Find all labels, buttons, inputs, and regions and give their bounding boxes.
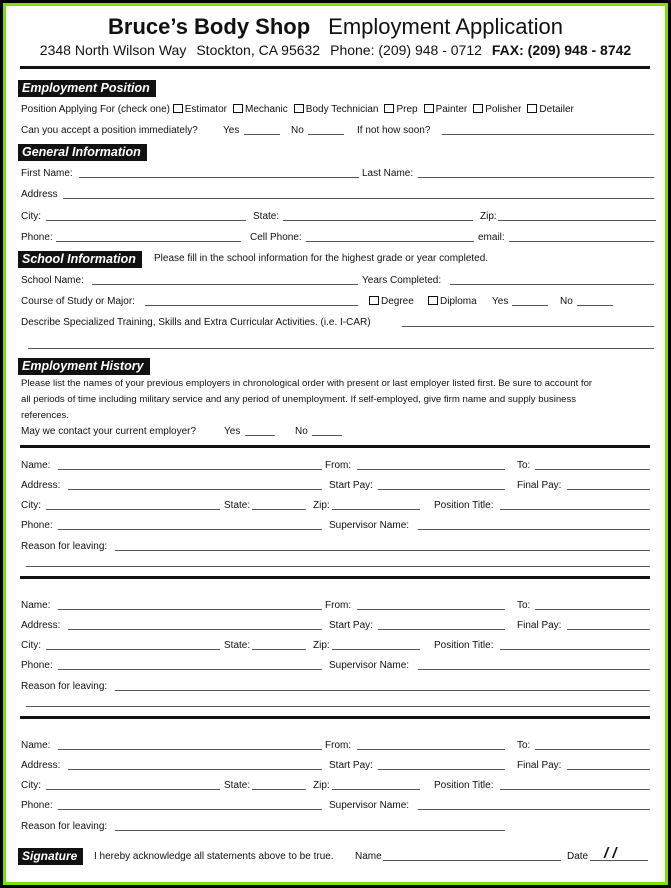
checkbox[interactable] — [473, 104, 483, 113]
section-employment-history: Employment History — [18, 358, 150, 375]
school-yes-field[interactable] — [512, 295, 548, 306]
reason-field-2[interactable] — [26, 696, 650, 707]
checkbox[interactable] — [424, 104, 434, 113]
school-name-label: School Name: — [21, 275, 84, 286]
how-soon-field[interactable] — [442, 124, 654, 135]
city-label: City: — [21, 640, 41, 651]
section-employment-position: Employment Position — [18, 80, 156, 97]
option-label: Mechanic — [244, 104, 288, 115]
to-label: To: — [517, 600, 531, 611]
state-label: State: — [253, 211, 280, 222]
zip-label: Zip: — [313, 780, 330, 791]
option-label: Polisher — [485, 104, 522, 115]
address-label: Address: — [21, 480, 61, 491]
school-name-field[interactable] — [92, 274, 358, 285]
school-no-label: No — [560, 296, 573, 307]
position-title-field[interactable] — [500, 779, 650, 790]
state-label: State: — [224, 780, 251, 791]
training-label: Describe Specialized Training, Skills and Extra Curricular Activities. (i.e. I-CAR) — [21, 317, 371, 328]
position-title-label: Position Title: — [434, 780, 494, 791]
last-name-field[interactable] — [418, 167, 654, 178]
state-field[interactable] — [252, 499, 306, 510]
date-label: Date — [567, 851, 589, 862]
checkbox[interactable] — [294, 104, 304, 113]
position-title-label: Position Title: — [434, 500, 494, 511]
degree-option[interactable] — [369, 296, 414, 308]
name-field[interactable] — [58, 599, 322, 610]
position-label: Position Applying For (check one) — [21, 104, 170, 115]
zip-label: Zip: — [313, 640, 330, 651]
first-name-field[interactable] — [79, 167, 359, 178]
email-label: email: — [478, 232, 505, 243]
city-field[interactable] — [46, 779, 220, 790]
contact-label: May we contact your current employer? — [21, 426, 197, 437]
final-pay-label: Final Pay: — [517, 760, 562, 771]
from-field[interactable] — [357, 739, 505, 750]
zip-field[interactable] — [332, 639, 420, 650]
zip-field[interactable] — [332, 779, 420, 790]
from-field[interactable] — [357, 459, 505, 470]
address-field[interactable] — [68, 479, 322, 490]
address-label: Address: — [21, 760, 61, 771]
contact-no-field[interactable] — [312, 425, 342, 436]
acknowledgement-text: I hereby acknowledge all statements above to be true. — [94, 851, 334, 862]
email-field[interactable] — [509, 231, 654, 242]
name-label: Name: — [21, 600, 51, 611]
training-field[interactable] — [402, 316, 654, 327]
from-field[interactable] — [357, 599, 505, 610]
phone-label: Phone: — [21, 800, 53, 811]
form-title: Employment Application — [328, 14, 563, 39]
phone-field[interactable] — [56, 231, 241, 242]
state-label: State: — [224, 500, 251, 511]
supervisor-field[interactable] — [418, 659, 650, 670]
name-field[interactable] — [58, 739, 322, 750]
checkbox[interactable] — [233, 104, 243, 113]
how-soon-label: If not how soon? — [357, 125, 431, 136]
divider — [20, 576, 650, 579]
position-row — [21, 104, 580, 116]
to-field[interactable] — [535, 599, 650, 610]
degree-label: Degree — [381, 296, 414, 307]
diploma-label: Diploma — [440, 296, 477, 307]
reason-label: Reason for leaving: — [21, 821, 108, 832]
contact-no-label: No — [295, 426, 308, 437]
phone-field[interactable] — [58, 799, 322, 810]
from-label: From: — [325, 600, 352, 611]
name-field[interactable] — [58, 459, 322, 470]
accept-no-label: No — [291, 125, 304, 136]
date-separators: / / — [604, 845, 617, 862]
accept-yes-label: Yes — [223, 125, 240, 136]
city-field[interactable] — [46, 210, 246, 221]
position-option-detailer[interactable] — [527, 104, 573, 115]
phone-label: Phone: — [21, 520, 53, 531]
supervisor-label: Supervisor Name: — [329, 660, 410, 671]
option-label: Detailer — [539, 104, 574, 115]
diploma-option[interactable] — [428, 296, 477, 308]
to-label: To: — [517, 460, 531, 471]
years-completed-field[interactable] — [450, 274, 654, 285]
history-instructions-1: Please list the names of your previous employers in chronological order with present or last employer listed first. Be sure to account for — [21, 378, 593, 389]
street: 2348 North Wilson Way — [39, 42, 187, 58]
name-label: Name: — [21, 460, 51, 471]
reason-field[interactable] — [115, 680, 650, 691]
final-pay-label: Final Pay: — [517, 620, 562, 631]
school-note: Please fill in the school information for the highest grade or year completed. — [154, 253, 489, 264]
city-field[interactable] — [46, 639, 220, 650]
zip-field[interactable] — [498, 210, 656, 221]
first-name-label: First Name: — [21, 168, 73, 179]
address-field[interactable] — [68, 759, 322, 770]
signature-name-label: Name — [355, 851, 382, 862]
reason-label: Reason for leaving: — [21, 541, 108, 552]
name-label: Name: — [21, 740, 51, 751]
position-title-field[interactable] — [500, 499, 650, 510]
section-school-information: School Information — [18, 251, 142, 268]
supervisor-field[interactable] — [418, 519, 650, 530]
fax: FAX: (209) 948 - 8742 — [491, 42, 632, 58]
diploma-checkbox[interactable] — [428, 296, 438, 305]
section-general-information: General Information — [18, 144, 147, 161]
state-field[interactable] — [252, 639, 306, 650]
company-address — [0, 42, 671, 58]
history-instructions-2: all periods of time including military service and any period of unemployment. If self-employed, give firm name and supply business — [21, 394, 577, 405]
phone-field[interactable] — [58, 519, 322, 530]
phone: Phone: (209) 948 - 0712 — [330, 42, 482, 58]
start-pay-label: Start Pay: — [329, 760, 373, 771]
zip-label: Zip: — [313, 500, 330, 511]
supervisor-label: Supervisor Name: — [329, 520, 410, 531]
start-pay-label: Start Pay: — [329, 620, 373, 631]
start-pay-field[interactable] — [378, 479, 505, 490]
position-option-polisher[interactable] — [473, 104, 521, 115]
option-label: Estimator — [184, 104, 227, 115]
divider — [20, 716, 650, 719]
state-field[interactable] — [283, 210, 473, 221]
checkbox[interactable] — [527, 104, 537, 113]
company-name: Bruce’s Body Shop — [108, 14, 311, 39]
option-label: Painter — [435, 104, 468, 115]
position-title-field[interactable] — [500, 639, 650, 650]
contact-yes-field[interactable] — [245, 425, 275, 436]
reason-field[interactable] — [115, 820, 505, 831]
city-label: City: — [21, 500, 41, 511]
from-label: From: — [325, 460, 352, 471]
position-option-mechanic[interactable] — [233, 104, 288, 115]
reason-field[interactable] — [115, 540, 650, 551]
position-title-label: Position Title: — [434, 640, 494, 651]
cell-field[interactable] — [306, 231, 474, 242]
state-field[interactable] — [252, 779, 306, 790]
from-label: From: — [325, 740, 352, 751]
section-signature: Signature — [18, 848, 83, 865]
final-pay-field[interactable] — [567, 479, 650, 490]
degree-checkbox[interactable] — [369, 296, 379, 305]
position-option-painter[interactable] — [424, 104, 468, 115]
checkbox[interactable] — [384, 104, 394, 113]
phone-field[interactable] — [58, 659, 322, 670]
zip-label: Zip: — [480, 211, 497, 222]
final-pay-field[interactable] — [567, 759, 650, 770]
course-field[interactable] — [145, 295, 358, 306]
school-yes-label: Yes — [492, 296, 509, 307]
reason-field-2[interactable] — [26, 556, 650, 567]
course-label: Course of Study or Major: — [21, 296, 135, 307]
final-pay-field[interactable] — [567, 619, 650, 630]
last-name-label: Last Name: — [362, 168, 414, 179]
supervisor-field[interactable] — [418, 799, 650, 810]
address-field[interactable] — [68, 619, 322, 630]
accept-yes-field[interactable] — [244, 124, 280, 135]
reason-label: Reason for leaving: — [21, 681, 108, 692]
start-pay-field[interactable] — [378, 759, 505, 770]
zip-field[interactable] — [332, 499, 420, 510]
to-field[interactable] — [535, 739, 650, 750]
option-label: Prep — [396, 104, 418, 115]
training-field-2[interactable] — [28, 338, 654, 349]
checkbox[interactable] — [173, 104, 183, 113]
divider — [20, 445, 650, 448]
accept-no-field[interactable] — [308, 124, 344, 135]
signature-name-field[interactable] — [383, 850, 561, 861]
position-option-estimator[interactable] — [173, 104, 227, 115]
to-field[interactable] — [535, 459, 650, 470]
final-pay-label: Final Pay: — [517, 480, 562, 491]
document-title — [0, 14, 671, 40]
city: Stockton, CA 95632 — [196, 42, 321, 58]
date-field[interactable] — [590, 850, 648, 861]
history-instructions-3: references. — [21, 410, 69, 421]
supervisor-label: Supervisor Name: — [329, 800, 410, 811]
accept-label: Can you accept a position immediately? — [21, 125, 198, 136]
phone-label: Phone: — [21, 232, 53, 243]
start-pay-field[interactable] — [378, 619, 505, 630]
state-label: State: — [224, 640, 251, 651]
start-pay-label: Start Pay: — [329, 480, 373, 491]
cell-label: Cell Phone: — [250, 232, 302, 243]
position-option-prep[interactable] — [384, 104, 417, 115]
city-label: City: — [21, 211, 41, 222]
option-label: Body Technician — [305, 104, 379, 115]
phone-label: Phone: — [21, 660, 53, 671]
to-label: To: — [517, 740, 531, 751]
years-completed-label: Years Completed: — [362, 275, 442, 286]
address-label: Address: — [21, 620, 61, 631]
address-label: Address — [21, 189, 58, 200]
position-option-body-technician[interactable] — [294, 104, 379, 115]
city-field[interactable] — [46, 499, 220, 510]
contact-yes-label: Yes — [224, 426, 241, 437]
divider — [20, 66, 650, 69]
city-label: City: — [21, 780, 41, 791]
address-field[interactable] — [63, 188, 654, 199]
school-no-field[interactable] — [577, 295, 613, 306]
